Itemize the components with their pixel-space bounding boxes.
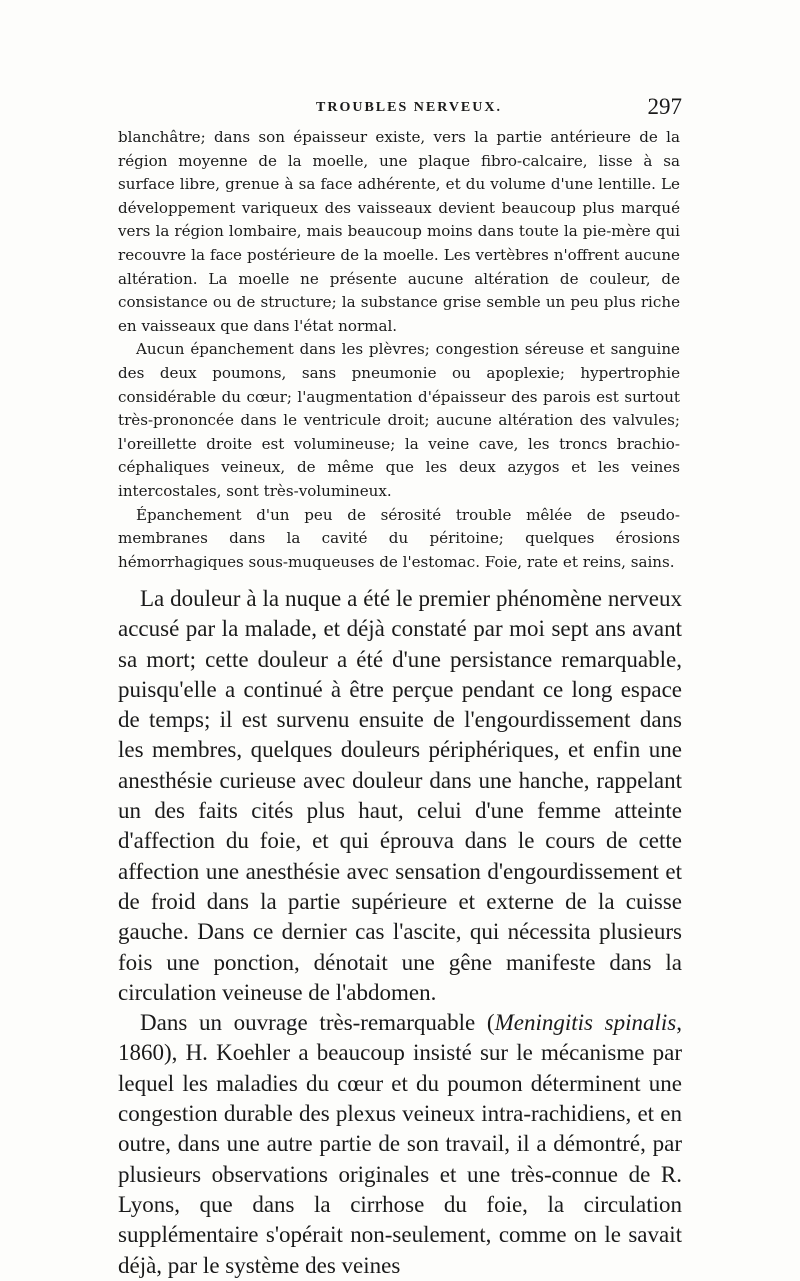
text-span: Dans un ouvrage très-remarquable ( [140, 1010, 495, 1036]
running-title: TROUBLES NERVEUX. [316, 100, 502, 115]
page-number: 297 [647, 94, 682, 119]
paragraph: blanchâtre; dans son épaisseur existe, vers la partie antérieure de la région moyenne de la moelle, une plaque fibro-calcaire, lisse à sa surface libre, grenue à sa face adhérente, et du volume d'une lentille. Le développement variqueux des vaisseaux devient beaucoup plus marqué vers la région lombaire, mais beaucoup moins dans toute la pie-mère qui recouvre la face postérieure de la moelle. Les vertèbres n'offrent aucune altération. La moelle ne présente aucune altération de couleur, de consistance ou de structure; la substance grise semble un peu plus riche en vaisseaux que dans l'état normal. [118, 128, 680, 335]
page-header [118, 94, 682, 124]
book-title: Meningitis spinalis [494, 1010, 677, 1036]
observation-text [118, 126, 680, 574]
paragraph: Aucun épanchement dans les plèvres; congestion séreuse et sanguine des deux poumons, sans pneumonie ou apoplexie; hypertrophie considérable du cœur; l'augmentation d'épaisseur des parois est surtout très-prononcée dans le ventricule droit; aucune altération des valvules; l'oreillette droite est volumineuse; la veine cave, les troncs brachio-céphaliques veineux, de même que les deux azygos et les veines intercostales, sont très-volumineux. [118, 340, 680, 500]
commentary-text [118, 584, 682, 1281]
paragraph: Épanchement d'un peu de sérosité trouble mêlée de pseudo-membranes dans la cavité du péritoine; quelques érosions hémorrhagiques sous-muqueuses de l'estomac. Foie, rate et reins, sains. [118, 505, 680, 571]
text-span: , 1860), H. Koehler a beaucoup insisté sur le mécanisme par lequel les maladies du cœur et du poumon déterminent une congestion durable des plexus veineux intra-rachidiens, et en outre, dans une autre partie de son travail, il a démontré, par plusieurs observations originales et une très-connue de R. Lyons, que dans la cirrhose du foie, la circulation supplémentaire s'opérait non-seulement, comme on le savait déjà, par le système des veines [118, 1010, 682, 1278]
paragraph [118, 1008, 682, 1281]
paragraph: La douleur à la nuque a été le premier phénomène nerveux accusé par la malade, et déjà constaté par moi sept ans avant sa mort; cette douleur a été d'une persistance remarquable, puisqu'elle a continué à être perçue pendant ce long espace de temps; il est survenu ensuite de l'engourdissement dans les membres, quelques douleurs périphériques, et enfin une anesthésie curieuse avec douleur dans une hanche, rappelant un des faits cités plus haut, celui d'une femme atteinte d'affection du foie, et qui éprouva dans le cours de cette affection une anesthésie avec sensation d'engourdissement et de froid dans la partie supérieure et externe de la cuisse gauche. Dans ce dernier cas l'ascite, qui nécessita plusieurs fois une ponction, dénotait une gêne manifeste dans la circulation veineuse de l'abdomen. [118, 586, 682, 1005]
